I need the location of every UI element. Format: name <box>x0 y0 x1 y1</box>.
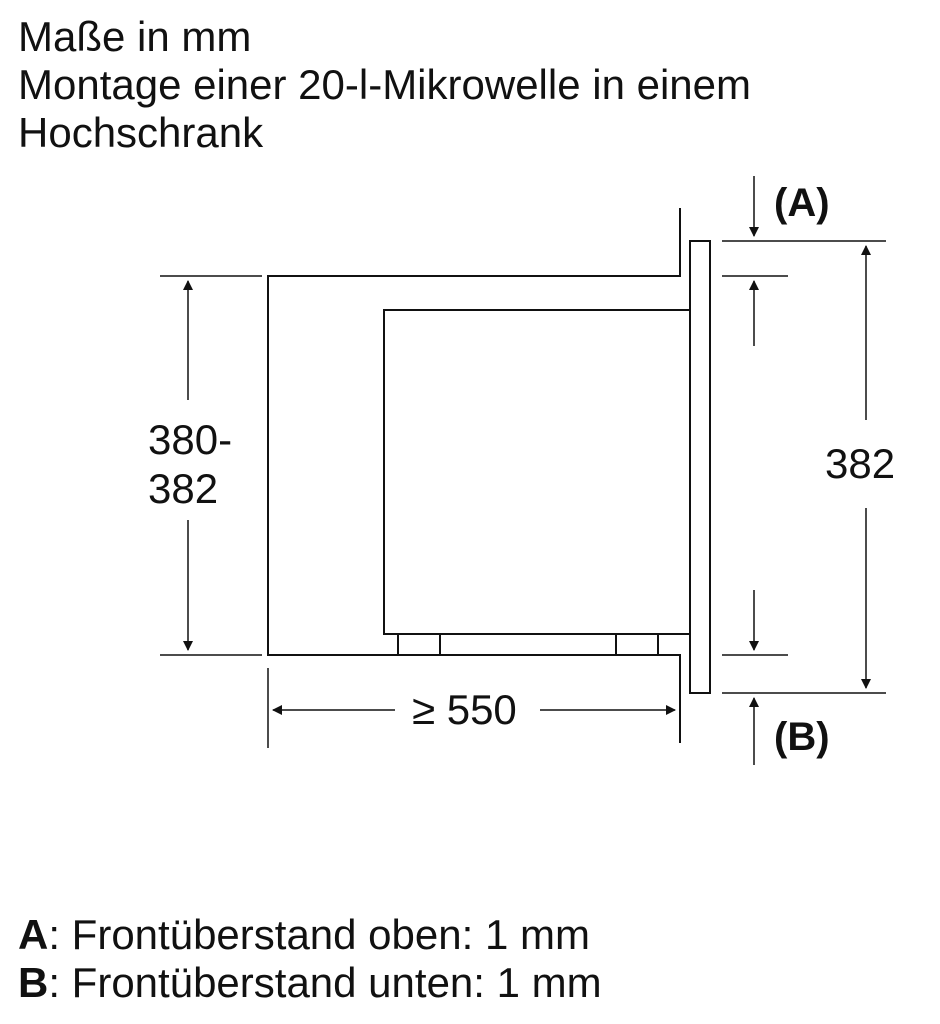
legend-item-b <box>18 959 602 1006</box>
height-dim-right-label: 382 <box>825 440 896 487</box>
microwave-body <box>384 310 690 634</box>
legend-text-a: : Frontüberstand oben: 1 mm <box>48 911 590 958</box>
height-dim-left-line1: 380- <box>148 416 233 463</box>
microwave-foot-right <box>616 634 658 655</box>
front-frame-panel <box>690 241 710 693</box>
marker-b-label: (B) <box>774 715 830 759</box>
marker-a-label: (A) <box>774 181 830 225</box>
cabinet-niche-outline <box>268 208 680 743</box>
diagram-subtitle-continued: Hochschrank <box>18 109 264 156</box>
height-dim-left-line2: 382 <box>148 465 219 512</box>
legend-key-a: A <box>18 911 49 958</box>
legend-text-b: : Frontüberstand unten: 1 mm <box>48 959 602 1006</box>
depth-dim-label: ≥ 550 <box>412 686 517 733</box>
diagram-title: Maße in mm <box>18 13 252 60</box>
legend-item-a <box>18 911 590 958</box>
microwave-foot-left <box>398 634 440 655</box>
legend-key-b: B <box>18 959 49 1006</box>
diagram-subtitle: Montage einer 20-l-Mikrowelle in einem <box>18 61 751 108</box>
